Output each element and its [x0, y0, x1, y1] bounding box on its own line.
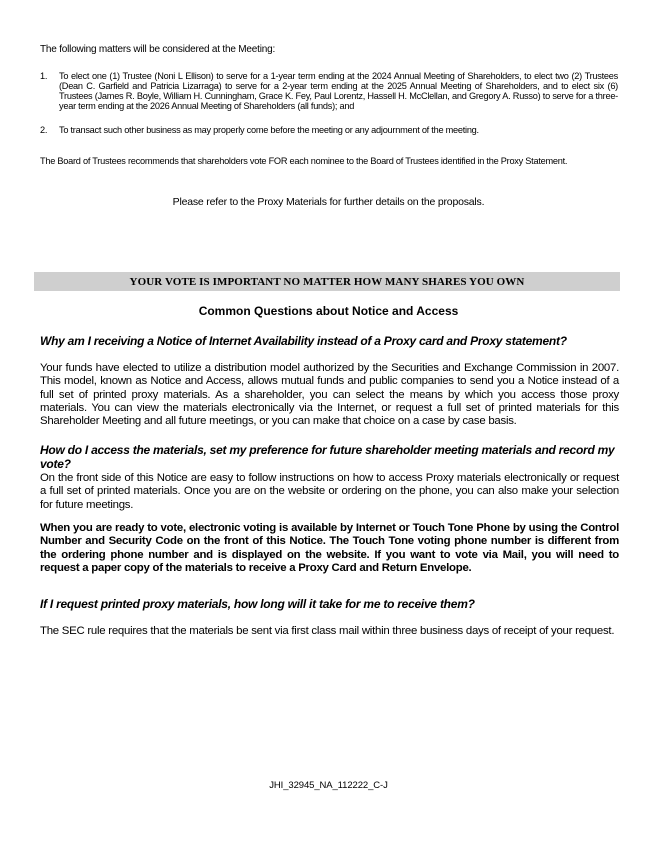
board-recommendation: The Board of Trustees recommends that shareholders vote FOR each nominee to the Board of Trustees identified in the Proxy Statement. [40, 156, 568, 166]
faq-answer-3: The SEC rule requires that the materials be sent via first class mail within three business days of receipt of your request. [40, 625, 615, 637]
agenda-item-text: To elect one (1) Trustee (Noni L Ellison) to serve for a 1-year term ending at the 2024 Annual Meeting of Shareholders, to elect two (2) Trustees (Dean C. Garfield and Patricia Lizarraga) to serve for a 2-year term ending at the 2025 Annual Meeting of Shareholders, and to elect six (6) Trustees (James R. Boyle, William H. Cunningham, Grace K. Fey, Paul Lorentz, Hassell H. McClellan, and Gregory A. Russo) to serve for a three-year term ending at the 2026 Annual Meeting of Shareholders (all funds); and [59, 71, 618, 111]
common-questions-title: Common Questions about Notice and Access [198, 304, 459, 318]
faq-answer-2: On the front side of this Notice are easy to follow instructions on how to access Proxy materials electronically or request a full set of printed materials. Once you are on the website or ordering on the phone, you can also make your selection for future meetings. [40, 472, 619, 511]
faq-question-2: How do I access the materials, set my preference for future shareholder meeting materials and record my vote? [40, 443, 615, 471]
faq-question-1: Why am I receiving a Notice of Internet Availability instead of a Proxy card and Proxy statement? [40, 334, 567, 348]
agenda-item-1 [40, 71, 618, 111]
proxy-materials-reference: Please refer to the Proxy Materials for further details on the proposals. [172, 196, 485, 208]
faq-answer-2-voting: When you are ready to vote, electronic voting is available by Internet or Touch Tone Phone by using the Control Number and Security Code on the front of this Notice. The Touch Tone voting phone number is different from the ordering phone number and is displayed on the website. If you want to vote via Mail, you will need to request a paper copy of the materials to receive a Proxy Card and Return Envelope. [40, 522, 619, 574]
agenda-item-2 [40, 125, 618, 135]
agenda-item-text: To transact such other business as may properly come before the meeting or any adjournment of the meeting. [59, 125, 479, 135]
agenda-item-number: 1. [40, 71, 48, 81]
agenda-item-number: 2. [40, 125, 48, 135]
meeting-matters-intro: The following matters will be considered at the Meeting: [40, 44, 276, 55]
vote-important-banner: YOUR VOTE IS IMPORTANT NO MATTER HOW MANY SHARES YOU OWN [34, 272, 620, 291]
document-footer-code: JHI_32945_NA_112222_C-J [269, 780, 388, 791]
faq-question-3: If I request printed proxy materials, how long will it take for me to receive them? [40, 597, 475, 611]
faq-answer-1: Your funds have elected to utilize a distribution model authorized by the Securities and Exchange Commission in 2007. This model, known as Notice and Access, allows mutual funds and public companies to send you a Notice instead of a full set of printed proxy materials. As a shareholder, you can select the means by which you access those proxy materials. You can view the materials electronically via the Internet, or request a full set of printed materials for this Shareholder Meeting and all future meetings, or you can make that choice on a case by case basis. [40, 362, 619, 428]
